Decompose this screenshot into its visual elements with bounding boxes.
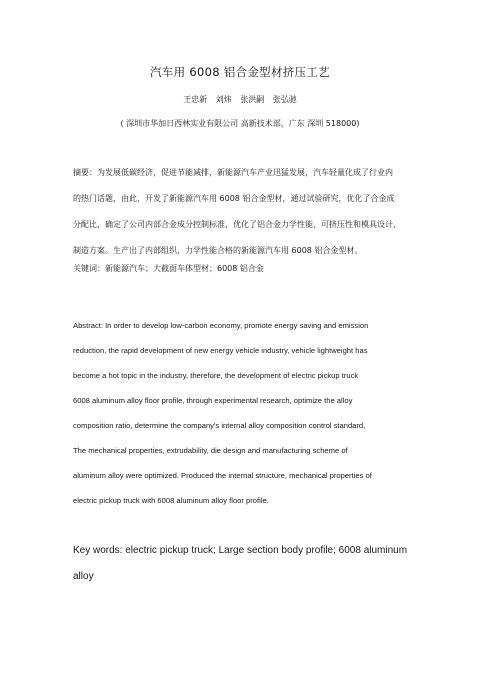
paper-authors: 王忠新 刘炜 张洪嗣 张弘驰 [183, 95, 297, 104]
abstract-en-line: Abstract: In order to develop low-carbon economy, promote energy saving and emission [73, 321, 369, 330]
keywords-en-line: alloy [73, 571, 94, 582]
abstract-en-line: 6008 aluminum alloy floor profile, through experimental research, optimize the alloy [73, 396, 353, 405]
paper-title: 汽车用 6008 铝合金型材挤压工艺 [150, 65, 330, 79]
abstract-cn-line: 的热门话题，由此，开发了新能源汽车用 6008 铝合金型材，通过试验研究，优化了合金成 [73, 194, 395, 203]
keywords-english [73, 538, 413, 590]
abstract-en-line: become a hot topic in the industry, therefore, the development of electric pickup truck [73, 371, 359, 380]
abstract-chinese [73, 160, 411, 264]
abstract-cn-line: 分配比，确定了公司内部合金成分控制标准，优化了铝合金力学性能、可挤压性和模具设计、 [73, 220, 401, 229]
abstract-english [73, 313, 413, 513]
abstract-en-line: composition ratio, determine the company's internal alloy composition control standard, [73, 421, 366, 430]
abstract-cn-line: 摘要：为发展低碳经济，促进节能减排，新能源汽车产业迅猛发展，汽车轻量化成了行业内 [73, 168, 393, 177]
abstract-en-line: reduction, the rapid development of new energy vehicle industry, vehicle lightweight has [73, 346, 368, 355]
keywords-chinese: 关键词：新能源汽车；大截面车体型材；6008 铝合金 [73, 264, 264, 273]
abstract-en-line: electric pickup truck with 6008 aluminum alloy floor profile. [73, 496, 269, 505]
abstract-cn-line: 制造方案。生产出了内部组织、力学性能合格的新能源汽车用 6008 铝合金型材。 [73, 246, 363, 255]
abstract-en-line: aluminum alloy were optimized. Produced the internal structure, mechanical properties of [73, 471, 372, 480]
paper-affiliation: ( 深圳市华加日西林实业有限公司 高新技术部，广东 深圳 518000) [120, 119, 360, 128]
keywords-en-line: Key words: electric pickup truck; Large section body profile; 6008 aluminum [73, 545, 408, 556]
abstract-en-line: The mechanical properties, extrudability, die design and manufacturing scheme of [73, 446, 348, 455]
